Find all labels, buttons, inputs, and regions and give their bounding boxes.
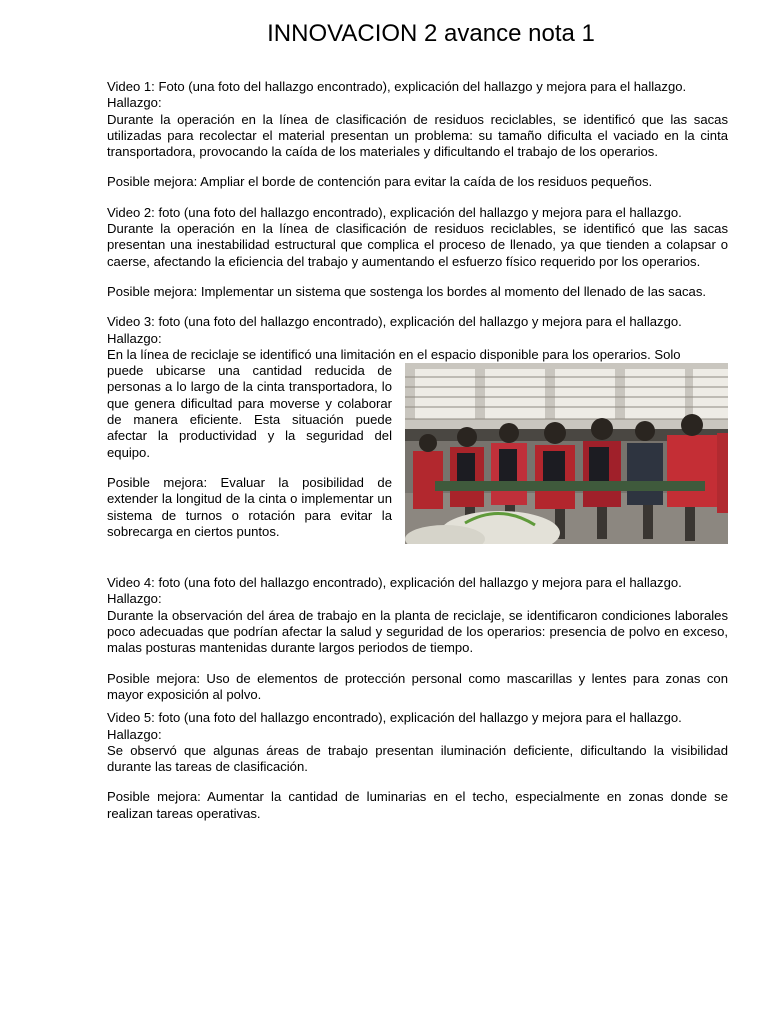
video-5-improvement: Posible mejora: Aumentar la cantidad de luminarias en el techo, especialmente en zonas donde se realizan tareas operativas. (107, 789, 728, 821)
video-3-block (107, 363, 728, 575)
video-3-improvement: Posible mejora: Evaluar la posibilidad de extender la longitud de la cinta o implementar un sistema de turnos o rotación para evitar la sobrecarga en ciertos puntos. (107, 474, 392, 539)
video-1-finding: Durante la operación en la línea de clasificación de residuos reciclables, se identificó que las sacas utilizadas para recolectar el material presentan un problema: su tamaño dificulta el vaciado en la cinta transportadora, provocando la caída de los materiales y dificultando el trabajo de los operarios. (107, 111, 728, 160)
video-3-finding-first-line: En la línea de reciclaje se identificó una limitación en el espacio disponible para los operarios. Solo (107, 346, 681, 362)
video-2-improvement: Posible mejora: Implementar un sistema que sostenga los bordes al momento del llenado de las sacas. (107, 283, 707, 299)
video-5-hallazgo-label: Hallazgo: (107, 726, 162, 742)
video-1-improvement: Posible mejora: Ampliar el borde de contención para evitar la caída de los residuos pequeños. (107, 174, 653, 190)
video-4-heading: Video 4: foto (una foto del hallazgo encontrado), explicación del hallazgo y mejora para el hallazgo. (107, 575, 682, 591)
video-1-hallazgo-label: Hallazgo: (107, 95, 162, 111)
video-3-heading: Video 3: foto (una foto del hallazgo encontrado), explicación del hallazgo y mejora para el hallazgo. (107, 314, 682, 330)
video-3-finding: puede ubicarse una cantidad reducida de personas a lo largo de la cinta transportadora, lo que genera dificultad para moverse y colaborar de manera eficiente. Esta situación puede afectar la productividad y la seguridad del equipo. (107, 363, 392, 460)
recycling-line-photo (405, 363, 728, 544)
video-4-finding: Durante la observación del área de trabajo en la planta de reciclaje, se identificaron condiciones laborales poco adecuadas que podrían afectar la salud y seguridad de los operarios: presencia de polvo en exceso, malas posturas mantenidas durante largos periodos de tiempo. (107, 607, 728, 656)
video-2-finding: Durante la operación en la línea de clasificación de residuos reciclables, se identificó que las sacas presentan una inestabilidad estructural que complica el proceso de llenado, ya que tienden a colapsar o caerse, afectando la eficiencia del trabajo y aumentando el esfuerzo físico requerido por los operarios. (107, 221, 728, 269)
video-2-heading: Video 2: foto (una foto del hallazgo encontrado), explicación del hallazgo y mejora para el hallazgo. (107, 204, 682, 220)
video-3-hallazgo-label: Hallazgo: (107, 330, 162, 346)
document-body (107, 79, 728, 822)
video-4-hallazgo-label: Hallazgo: (107, 591, 162, 607)
video-5-heading: Video 5: foto (una foto del hallazgo encontrado), explicación del hallazgo y mejora para el hallazgo. (107, 710, 682, 726)
video-1-heading: Video 1: Foto (una foto del hallazgo encontrado), explicación del hallazgo y mejora para el hallazgo. (107, 79, 687, 94)
video-4-improvement: Posible mejora: Uso de elementos de protección personal como mascarillas y lentes para zonas con mayor exposición al polvo. (107, 670, 728, 702)
page-title: INNOVACION 2 avance nota 1 (267, 20, 595, 47)
video-5-finding: Se observó que algunas áreas de trabajo presentan iluminación deficiente, dificultando la visibilidad durante las tareas de clasificación. (107, 742, 728, 775)
